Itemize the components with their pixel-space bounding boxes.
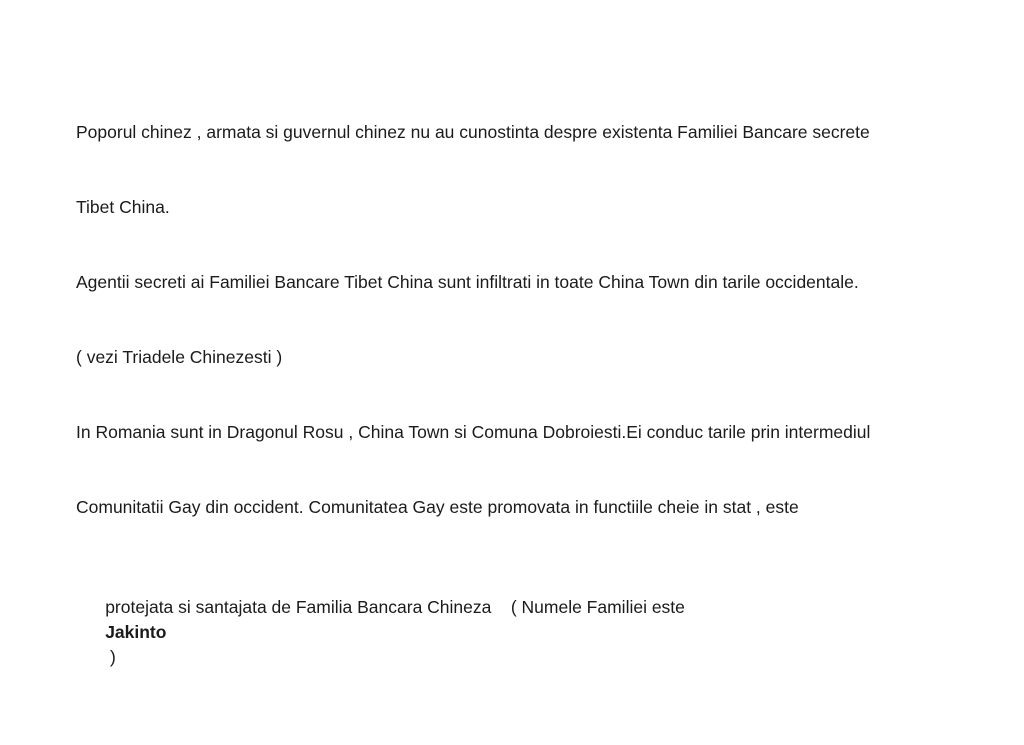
paragraph-line: In Romania sunt in Dragonul Rosu , China Town si Comuna Dobroiesti.Ei conduc tarile prin intermediul xyxy=(76,422,871,442)
paragraph-line: ( vezi Triadele Chinezesti ) xyxy=(76,347,283,367)
paragraph-line: Poporul chinez , armata si guvernul chinez nu au cunostinta despre existenta Familiei Bancare secrete xyxy=(76,122,870,142)
paragraph-line-last xyxy=(76,570,870,695)
paragraph-line: Tibet China. xyxy=(76,197,170,217)
last-line-pre-text: protejata si santajata de Familia Bancara Chineza ( Numele Familiei este xyxy=(105,597,700,617)
text-block xyxy=(76,70,870,745)
paragraph-line: Comunitatii Gay din occident. Comunitatea Gay este promovata in functiile cheie in stat , este xyxy=(76,497,799,517)
family-name-bold-text: Jakinto xyxy=(105,622,167,642)
paragraph-line: Agentii secreti ai Familiei Bancare Tibet China sunt infiltrati in toate China Town din tarile occidentale. xyxy=(76,272,859,292)
last-line-post-text: ) xyxy=(105,647,116,667)
